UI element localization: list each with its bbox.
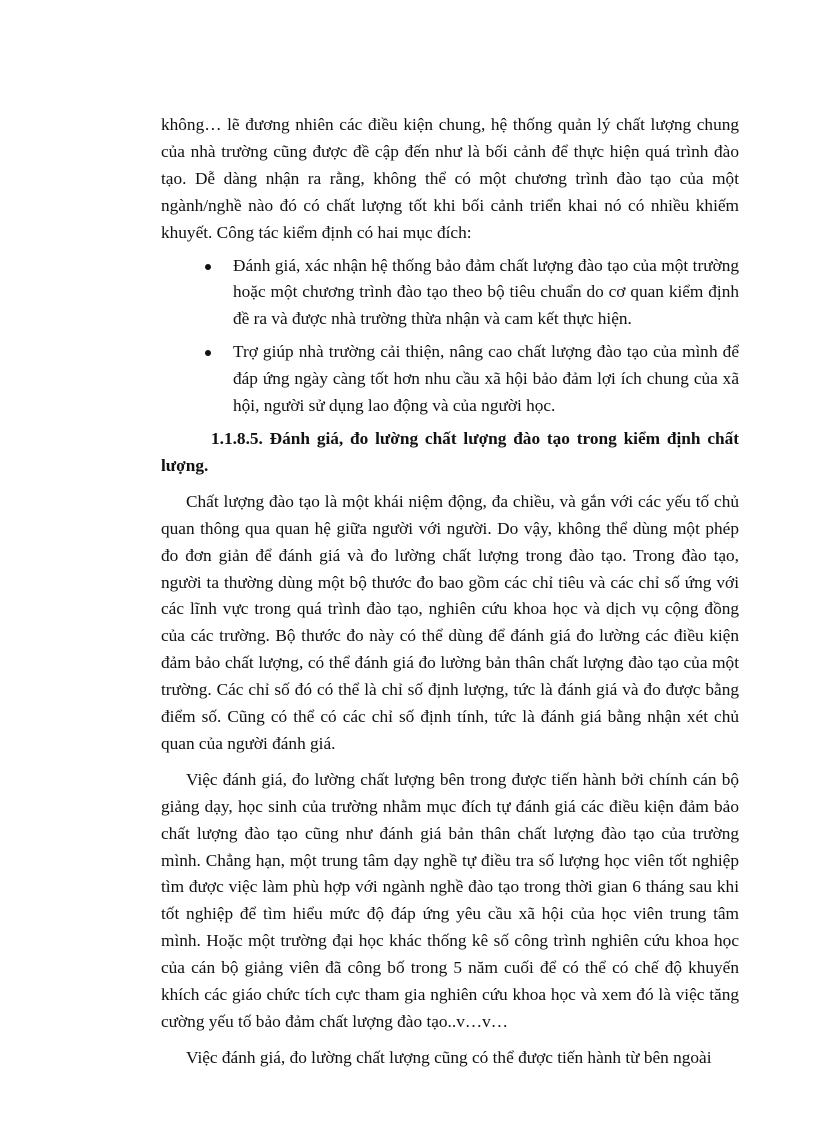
list-item (233, 253, 739, 334)
section-heading (161, 426, 739, 480)
bullet-icon (205, 264, 211, 270)
list-item-text: Trợ giúp nhà trường cải thiện, nâng cao chất lượng đào tạo của mình để đáp ứng ngày càng tốt hơn nhu cầu xã hội bảo đảm lợi ích chung của xã hội, người sử dụng lao động và của người học. (233, 342, 739, 416)
body-paragraph: Việc đánh giá, đo lường chất lượng cũng có thể được tiến hành từ bên ngoài (186, 1047, 712, 1067)
list-item (233, 339, 739, 420)
bullet-icon (205, 350, 211, 356)
body-paragraph: Chất lượng đào tạo là một khái niệm động, đa chiều, và gắn với các yếu tố chủ quan thông qua quan hệ giữa người với người. Do vậy, không thể dùng một phép đo đơn giản để đánh giá và đo lường chất lượng trong đào tạo. Trong đào tạo, người ta thường dùng một bộ thước đo bao gồm các chỉ tiêu và các chỉ số ứng với các lĩnh vực trong quá trình đào tạo, nghiên cứu khoa học và dịch vụ cộng đồng của các trường. Bộ thước đo này có thể dùng để đánh giá đo lường các điều kiện đảm bảo chất lượng, có thể đánh giá đo lường bản thân chất lượng đào tạo của một trường. Các chỉ số đó có thể là chỉ số định lượng, tức là đánh giá và đo được bằng điểm số. Cũng có thể có các chỉ số định tính, tức là đánh giá bằng nhận xét chủ quan của người đánh giá. (161, 491, 739, 753)
list-item-text: Đánh giá, xác nhận hệ thống bảo đảm chất lượng đào tạo của một trường hoặc một chương trình đào tạo theo bộ tiêu chuẩn do cơ quan kiểm định đề ra và được nhà trường thừa nhận và cam kết thực hiện. (233, 255, 739, 329)
body-paragraph: Việc đánh giá, đo lường chất lượng bên trong được tiến hành bởi chính cán bộ giảng dạy, học sinh của trường nhằm mục đích tự đánh giá các điều kiện đảm bảo chất lượng đào tạo cũng như đánh giá bản thân chất lượng đào tạo của trường mình. Chẳng hạn, một trung tâm dạy nghề tự điều tra số lượng học viên tốt nghiệp tìm được việc làm phù hợp với ngành nghề đào tạo trong thời gian 6 tháng sau khi tốt nghiệp để tìm hiểu mức độ đáp ứng yêu cầu xã hội của học viên trung tâm mình. Hoặc một trường đại học khác thống kê số công trình nghiên cứu khoa học của cán bộ giảng viên đã công bố trong 5 năm cuối để có thể có chế độ khuyến khích các giáo chức tích cực tham gia nghiên cứu khoa học và xem đó là việc tăng cường yếu tố bảo đảm chất lượng đào tạo..v…v… (161, 769, 739, 1031)
intro-paragraph: không… lẽ đương nhiên các điều kiện chung, hệ thống quản lý chất lượng chung của nhà trường cũng được đề cập đến như là bối cảnh để thực hiện quá trình đào tạo. Dễ dàng nhận ra rằng, không thể có một chương trình đào tạo của một ngành/nghề nào đó có chất lượng tốt khi bối cảnh triển khai nó có nhiều khiếm khuyết. Công tác kiểm định có hai mục đích: (161, 115, 739, 242)
document-page (161, 112, 739, 1072)
purpose-list (161, 253, 739, 420)
section-heading-text: 1.1.8.5. Đánh giá, đo lường chất lượng đào tạo trong kiểm định chất lượng. (161, 428, 739, 475)
